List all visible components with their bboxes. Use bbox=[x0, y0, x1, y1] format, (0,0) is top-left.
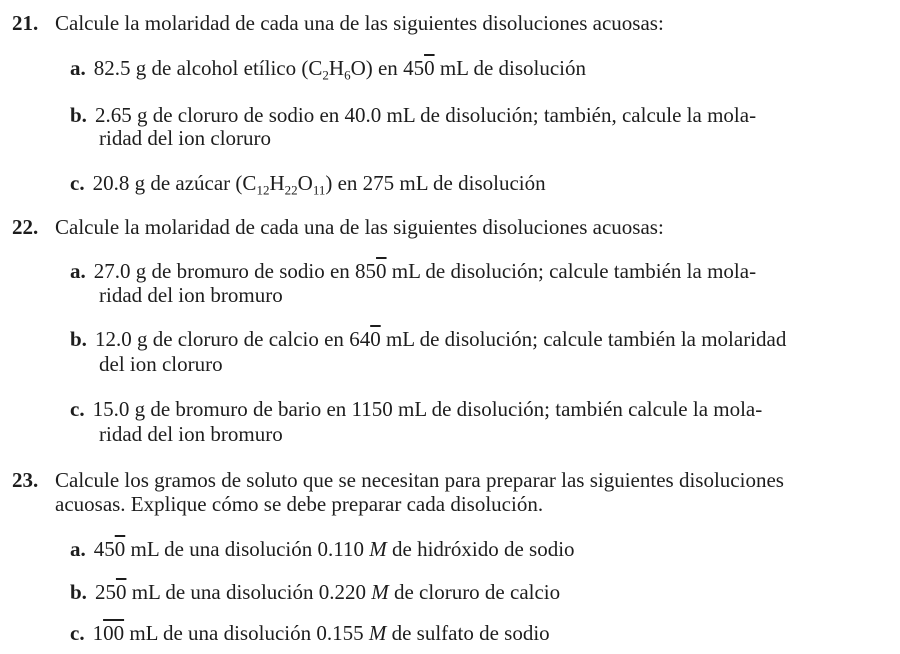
q22b-post: mL de disolución; calcule también la molaridad bbox=[380, 327, 787, 351]
q21c-sub1: 12 bbox=[256, 182, 270, 198]
q21a-vol-head: 45 bbox=[403, 56, 425, 80]
q21a-letter: a. bbox=[70, 56, 86, 80]
q22a-letter: a. bbox=[70, 259, 86, 283]
q21c-line bbox=[70, 171, 546, 196]
q22b-line2 bbox=[99, 352, 223, 377]
q21a-mid1: H bbox=[328, 56, 345, 80]
q23-stem-line1 bbox=[12, 468, 784, 493]
q22a-line2 bbox=[99, 283, 283, 308]
q22b-vol-bar: 0 bbox=[370, 327, 381, 351]
q23a-vol-bar: 0 bbox=[114, 537, 126, 561]
q22a-text2: ridad del ion bromuro bbox=[99, 283, 283, 307]
q23b-pre: mL de una disolución 0.220 bbox=[126, 580, 372, 604]
q22b-text2: del ion cloruro bbox=[99, 352, 223, 376]
q22c-line2 bbox=[99, 422, 283, 447]
q23b-letter: b. bbox=[70, 580, 87, 604]
q21c-letter: c. bbox=[70, 171, 85, 195]
q23a-post: de hidróxido de sodio bbox=[386, 537, 575, 561]
q23b-unit: M bbox=[371, 580, 389, 604]
q21a-sub1: 2 bbox=[322, 67, 329, 83]
q23a-letter: a. bbox=[70, 537, 86, 561]
q21-stem-line bbox=[12, 11, 664, 36]
q23c-line bbox=[70, 621, 550, 646]
q22b-letter: b. bbox=[70, 327, 87, 351]
q23b-vol-bar: 0 bbox=[115, 580, 127, 604]
q22a-vol-head: 85 bbox=[355, 259, 377, 283]
q23-stem1: Calcule los gramos de soluto que se necesitan para preparar las siguientes disoluciones bbox=[55, 468, 784, 492]
q21c-post: ) en 275 mL de disolución bbox=[325, 171, 546, 195]
q23c-letter: c. bbox=[70, 621, 85, 645]
q21a-post: mL de disolución bbox=[434, 56, 587, 80]
q23c-post: de sulfato de sodio bbox=[386, 621, 550, 645]
q22a-post: mL de disolución; calcule también la mola- bbox=[386, 259, 757, 283]
q21a-mid2: O) en bbox=[350, 56, 404, 80]
q23b-line bbox=[70, 580, 560, 605]
q23b-post: de cloruro de calcio bbox=[388, 580, 561, 604]
q23c-pre: mL de una disolución 0.155 bbox=[124, 621, 369, 645]
q22c-letter: c. bbox=[70, 397, 85, 421]
q22-stem-line bbox=[12, 215, 664, 240]
q21a-sub2: 6 bbox=[344, 67, 351, 83]
q22c-line1 bbox=[70, 397, 762, 422]
q22-stem: Calcule la molaridad de cada una de las siguientes disoluciones acuosas: bbox=[55, 215, 664, 239]
q22a-line1 bbox=[70, 259, 756, 284]
q22a-vol-bar: 0 bbox=[376, 259, 387, 283]
q22-number: 22. bbox=[12, 215, 39, 239]
q21c-mid2: O bbox=[297, 171, 313, 195]
q21-stem: Calcule la molaridad de cada una de las siguientes disoluciones acuosas: bbox=[55, 11, 664, 35]
q23-number: 23. bbox=[12, 468, 39, 492]
q21c-pre: 20.8 g de azúcar (C bbox=[92, 171, 257, 195]
q22a-pre: 27.0 g de bromuro de sodio en bbox=[93, 259, 356, 283]
q21b-text2: ridad del ion cloruro bbox=[99, 126, 272, 150]
q21-number: 21. bbox=[12, 11, 39, 35]
q22b-line1 bbox=[70, 327, 786, 352]
q23-stem2: acuosas. Explique cómo se debe preparar cada disolución. bbox=[55, 492, 544, 516]
q21c-sub2: 22 bbox=[284, 182, 298, 198]
q22b-pre: 12.0 g de cloruro de calcio en bbox=[94, 327, 350, 351]
q21c-mid1: H bbox=[269, 171, 285, 195]
q21a-vol-bar: 0 bbox=[424, 56, 435, 80]
q23c-unit: M bbox=[368, 621, 387, 645]
q21b-text1: 2.65 g de cloruro de sodio en 40.0 mL de disolución; también, calcule la mola- bbox=[94, 103, 757, 127]
q23c-vol-head: 1 bbox=[92, 621, 104, 645]
q21a-line bbox=[70, 56, 586, 81]
q21b-letter: b. bbox=[70, 103, 87, 127]
q23b-vol-head: 25 bbox=[94, 580, 116, 604]
q23a-vol-head: 45 bbox=[93, 537, 115, 561]
q21a-pre: 82.5 g de alcohol etílico (C bbox=[93, 56, 323, 80]
q23a-unit: M bbox=[369, 537, 387, 561]
q23-stem-line2 bbox=[55, 492, 543, 517]
q22c-text2: ridad del ion bromuro bbox=[99, 422, 283, 446]
q22c-text1: 15.0 g de bromuro de bario en 1150 mL de disolución; también calcule la mola- bbox=[92, 397, 763, 421]
q21c-sub3: 11 bbox=[312, 182, 326, 198]
q22b-vol-head: 64 bbox=[349, 327, 371, 351]
q23a-line bbox=[70, 537, 575, 562]
q21b-line2 bbox=[99, 126, 271, 151]
q23c-vol-bar: 00 bbox=[103, 621, 125, 645]
q21b-line1 bbox=[70, 103, 756, 128]
q23a-pre: mL de una disolución 0.110 bbox=[125, 537, 370, 561]
